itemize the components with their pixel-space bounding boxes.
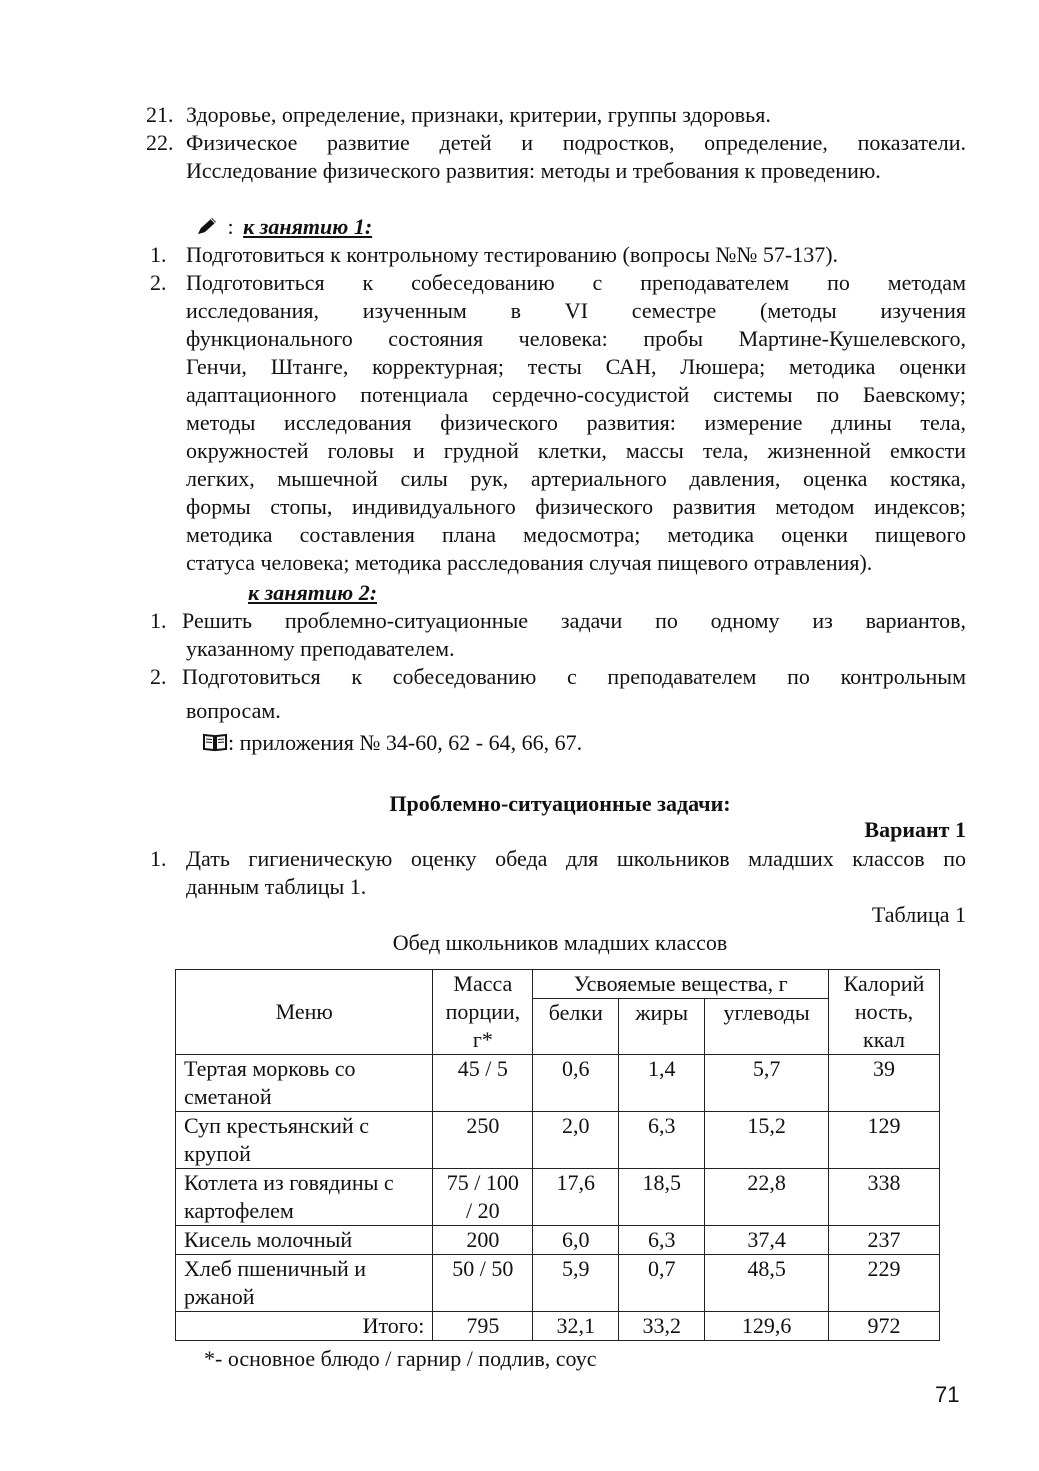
table-row	[176, 1055, 940, 1112]
cell-protein: 0,6	[533, 1055, 619, 1112]
cell-name: Тертая морковь со сметаной	[176, 1055, 433, 1112]
variant-label: Вариант 1	[864, 817, 966, 842]
cell-kcal: 39	[829, 1055, 940, 1112]
cell-protein: 6,0	[533, 1226, 619, 1255]
cell-fat: 18,5	[619, 1169, 705, 1226]
table-title: Обед школьников младших классов	[392, 930, 728, 955]
lesson1-heading-row	[196, 213, 372, 243]
table-row	[176, 1226, 940, 1255]
literature-row	[202, 729, 582, 759]
cell-mass: 50 / 50	[433, 1255, 533, 1312]
topic-text-line: Исследование физического развития: методы и требования к проведению.	[186, 158, 881, 183]
cell-carbs: 37,4	[705, 1226, 829, 1255]
lesson2-item-line: Подготовиться к собеседованию с преподавателем по контрольным	[182, 664, 966, 689]
lesson1-item-line: формы стопы, индивидуального физического развития методом индексов;	[186, 494, 966, 519]
lesson1-item-line: функционального состояния человека: пробы Мартине-Кушелевского,	[186, 326, 966, 351]
pencil-icon	[196, 215, 218, 243]
task-line: Дать гигиеническую оценку обеда для школьников младших классов по	[186, 846, 966, 871]
cell-total-protein: 32,1	[533, 1312, 619, 1341]
cell-protein: 5,9	[533, 1255, 619, 1312]
cell-carbs: 22,8	[705, 1169, 829, 1226]
table-footnote: *- основное блюдо / гарнир / подлив, соус	[204, 1346, 597, 1371]
lesson2-item-line: Решить проблемно-ситуационные задачи по одному из вариантов,	[182, 608, 966, 633]
cell-name: Котлета из говядины с картофелем	[176, 1169, 433, 1226]
cell-fat: 6,3	[619, 1226, 705, 1255]
task-line: данным таблицы 1.	[186, 874, 367, 899]
cell-carbs: 48,5	[705, 1255, 829, 1312]
page-number: 71	[935, 1382, 960, 1407]
header-menu: Меню	[176, 970, 433, 1055]
lesson1-heading: к занятию 1:	[243, 214, 373, 239]
table-row	[176, 1112, 940, 1169]
header-calories: Калорий ность, ккал	[829, 970, 940, 1055]
cell-carbs: 15,2	[705, 1112, 829, 1169]
cell-fat: 0,7	[619, 1255, 705, 1312]
lesson1-item-line: статуса человека; методика расследования случая пищевого отравления).	[186, 550, 873, 575]
literature-text: : приложения № 34-60, 62 - 64, 66, 67.	[228, 730, 583, 755]
cell-fat: 1,4	[619, 1055, 705, 1112]
lesson1-item-line: адаптационного потенциала сердечно-сосудистой системы по Баевскому;	[186, 382, 966, 407]
table-row	[176, 1255, 940, 1312]
topic-number: 21.	[146, 102, 174, 127]
header-nutrients: Усвояемые вещества, г	[533, 970, 829, 999]
lesson2-heading: к занятию 2:	[248, 580, 378, 605]
topic-text: Здоровье, определение, признаки, критерии, группы здоровья.	[186, 102, 771, 127]
cell-mass: 75 / 100 / 20	[433, 1169, 533, 1226]
table-row	[176, 1169, 940, 1226]
lesson1-item-text: Подготовиться к контрольному тестированию (вопросы №№ 57-137).	[186, 242, 839, 267]
lesson1-item-line: методы исследования физического развития: измерение длины тела,	[186, 410, 966, 435]
cell-name: Хлеб пшеничный и ржаной	[176, 1255, 433, 1312]
cell-total-fat: 33,2	[619, 1312, 705, 1341]
table-total-row	[176, 1312, 940, 1341]
cell-fat: 6,3	[619, 1112, 705, 1169]
cell-name: Кисель молочный	[176, 1226, 433, 1255]
cell-mass: 200	[433, 1226, 533, 1255]
header-mass: Масса порции, г*	[433, 970, 533, 1055]
table-label: Таблица 1	[871, 902, 966, 927]
lesson1-item-line: Подготовиться к собеседованию с преподавателем по методам	[186, 270, 966, 295]
book-icon	[202, 731, 228, 759]
cell-carbs: 5,7	[705, 1055, 829, 1112]
header-carbs: углеводы	[705, 999, 829, 1055]
lesson1-item-line: окружностей головы и грудной клетки, массы тела, жизненной емкости	[186, 438, 966, 463]
nutrition-table	[175, 969, 940, 1341]
lesson1-item-line: методика составления плана медосмотра; методика оценки пищевого	[186, 522, 966, 547]
tasks-title: Проблемно-ситуационные задачи:	[389, 791, 731, 816]
lesson2-item-number: 1.	[150, 608, 167, 633]
cell-mass: 250	[433, 1112, 533, 1169]
lesson2-item-line: вопросам.	[186, 698, 281, 723]
cell-kcal: 129	[829, 1112, 940, 1169]
header-protein: белки	[533, 999, 619, 1055]
lesson2-item-line: указанному преподавателем.	[186, 636, 455, 661]
task-number: 1.	[150, 846, 167, 871]
cell-total-mass: 795	[433, 1312, 533, 1341]
lesson1-item-line: исследования, изученным в VI семестре (методы изучения	[186, 298, 966, 323]
header-fat: жиры	[619, 999, 705, 1055]
lesson1-item-line: легких, мышечной силы рук, артериального давления, оценка костяка,	[186, 466, 966, 491]
lesson2-item-number: 2.	[150, 664, 167, 689]
lesson1-item-line: Генчи, Штанге, корректурная; тесты САН, Люшера; методика оценки	[186, 354, 966, 379]
cell-protein: 2,0	[533, 1112, 619, 1169]
lesson1-item-number: 2.	[150, 270, 167, 295]
topic-number: 22.	[146, 130, 174, 155]
cell-name: Суп крестьянский с крупой	[176, 1112, 433, 1169]
cell-kcal: 229	[829, 1255, 940, 1312]
cell-total-label: Итого:	[176, 1312, 433, 1341]
cell-protein: 17,6	[533, 1169, 619, 1226]
cell-kcal: 338	[829, 1169, 940, 1226]
cell-total-carbs: 129,6	[705, 1312, 829, 1341]
cell-kcal: 237	[829, 1226, 940, 1255]
lesson1-heading-prefix: :	[227, 214, 234, 239]
topic-text-line: Физическое развитие детей и подростков, определение, показатели.	[186, 130, 966, 155]
cell-mass: 45 / 5	[433, 1055, 533, 1112]
cell-total-kcal: 972	[829, 1312, 940, 1341]
lesson1-item-number: 1.	[150, 242, 167, 267]
